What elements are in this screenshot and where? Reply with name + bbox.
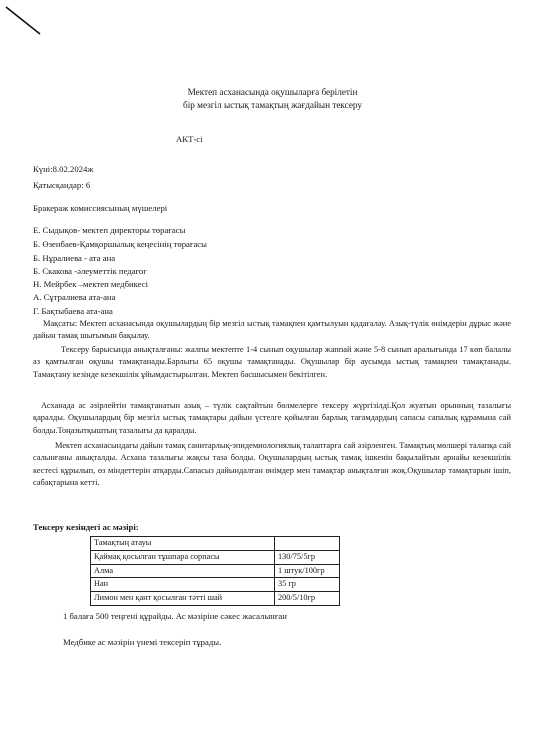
commission-heading: Бракераж комиссиясының мүшелері — [33, 203, 168, 213]
paragraph-purpose: Мақсаты: Мектеп асханасында оқушылардың бір мезгіл ыстық тамақпен қамтылуын қадағалау. Азық-түлік өнімдерін дұрыс және дайын тамақ шығымын бақылау. — [33, 319, 511, 341]
table-row — [91, 592, 340, 606]
menu-cell-name: Алма — [91, 564, 275, 578]
footer-nurse-line: Медбике ас мәзірін үнемі тексеріп тұрады. — [63, 637, 222, 647]
member-item: Е. Сыдықов- мектеп директоры төрағасы — [33, 225, 186, 235]
table-row — [91, 537, 340, 551]
act-title: АКТ-сі — [176, 134, 203, 144]
paragraph-findings: Тексеру барысында анықталғаны: жалпы мектепте 1-4 сынып оқушылар жаппай және 5-8 сынып аралығында 17 көп балалы аз қамтылған оқушы тамақтанады.Барлығы 65 оқушы тамақтанады. Оқушылар бір аусымда ыстық тамақпен тамақтанады. Тамақтану кезінде кезекшілік ұйымдастырылған. Мектеп басшысымен бекітілген. — [33, 345, 511, 379]
paragraph-conclusion: Мектеп асханасындағы дайын тамақ санитарлық-эпидемиологиялық талаптарға сай әзірленген. Тамақтың мөлшері талапқа сай салынғаны анықталды. Асхана тазалығы жақсы таза болды. Оқушылардың ыстық тамақ ішкенін бақылайтын арнайы кезекшілік кестесі құрылып, өз міндеттерін атқарды.Сапасыз дайындалған өнімдер мен тамақтар анықталған жоқ.Оқушылар тамақтарын ішіп, сабақтарына кетті. — [33, 441, 511, 488]
date-line: Күні:8.02.2024ж — [33, 164, 94, 174]
footer-cost-line: 1 балаға 500 теңгені құрайды. Ас мәзіріне сәкес жасалынған — [63, 611, 287, 621]
doc-title-line-1: Мектеп асханасында оқушыларға берілетін — [187, 87, 358, 97]
member-item: Б. Нұралиева - ата ана — [33, 253, 116, 263]
menu-heading: Тексеру кезіндегі ас мәзірі: — [33, 522, 139, 532]
participants-line: Қатысқандар: 6 — [33, 180, 91, 190]
table-row — [91, 564, 340, 578]
menu-cell-amount: 130/75/5гр — [275, 550, 340, 564]
member-item: Н. Мейрбек –мектеп медбикесі — [33, 279, 148, 289]
paragraph-inspection: Асханада ас әзірлейтін тамақтанатын азық – түлік сақтайтын бөлмелерге тексеру жүргізілді.Қол жуатын орынның тазалығы қаралды. Оқушылардың бір мезгіл ыстық тамақтары дайын үстелге қойылған барлық тағамдардың сапасы сапалық құрамына сай болды.Тоңазытқыштың тазалығы да қаралды. — [33, 401, 511, 435]
table-row — [91, 550, 340, 564]
menu-table — [90, 536, 340, 606]
member-item: Г. Бақтыбаева ата-ана — [33, 306, 113, 316]
menu-cell-name: Лимон мен қант қосылған тәтті шай — [91, 592, 275, 606]
member-item: А. Сұтралиева ата-ана — [33, 292, 116, 302]
menu-cell-name: Нан — [91, 578, 275, 592]
member-item: Б. Өзенбаев-Қамқоршылық кеңесінің төрағасы — [33, 239, 208, 249]
menu-cell-amount: 200/5/10гр — [275, 592, 340, 606]
doc-title-line-2: бір мезгіл ыстық тамақтың жағдайын тексеру — [183, 100, 362, 110]
table-row — [91, 578, 340, 592]
menu-cell-amount: 1 штук/100гр — [275, 564, 340, 578]
menu-cell-name: Тамақтың атауы — [91, 537, 275, 551]
pen-stroke-mark — [4, 4, 44, 38]
menu-cell-name: Қаймақ қосылған тұшпара сорпасы — [91, 550, 275, 564]
menu-cell-amount: 35 гр — [275, 578, 340, 592]
member-item: Б. Скакова -әлеуметтік педагог — [33, 266, 147, 276]
menu-cell-amount — [275, 537, 340, 551]
